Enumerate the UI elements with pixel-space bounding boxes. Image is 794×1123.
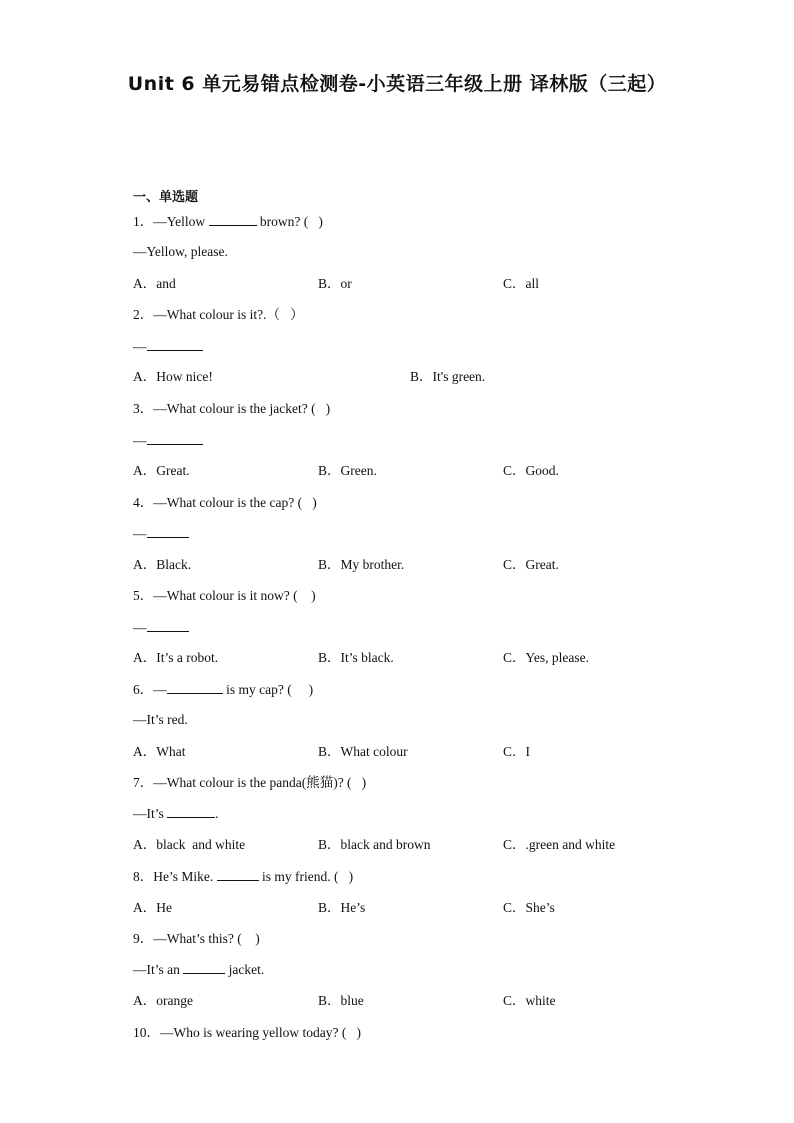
- stem-text: is my friend. ( ): [258, 869, 354, 884]
- option-letter: C．: [503, 463, 526, 478]
- option-c[interactable]: [503, 743, 530, 761]
- answer-blank: [147, 338, 203, 351]
- question-4-stem: [133, 494, 317, 512]
- answer-blank: [183, 961, 225, 974]
- option-letter: A．: [133, 557, 157, 572]
- option-letter: A．: [133, 369, 157, 384]
- option-letter: A．: [133, 837, 157, 852]
- question-1-response: —Yellow, please.: [133, 244, 228, 259]
- stem-text: —What colour is the cap? ( ): [153, 495, 317, 510]
- option-text: Green.: [340, 463, 377, 478]
- option-a[interactable]: [133, 743, 186, 761]
- option-text: It's green.: [432, 369, 486, 384]
- option-b[interactable]: [410, 368, 485, 386]
- answer-blank: [167, 681, 223, 694]
- option-text: Great.: [156, 463, 190, 478]
- stem-text: brown? ( ): [256, 214, 323, 229]
- question-7-response: [133, 805, 219, 823]
- option-text: She’s: [525, 900, 555, 915]
- option-c[interactable]: [503, 275, 539, 293]
- option-letter: C．: [503, 744, 526, 759]
- option-letter: B．: [318, 900, 341, 915]
- question-2-response: [133, 338, 203, 356]
- stem-text: He’s Mike.: [153, 869, 217, 884]
- question-6-stem: [133, 681, 313, 699]
- question-number: 1．: [133, 214, 154, 229]
- stem-text: —: [153, 682, 167, 697]
- option-letter: A．: [133, 993, 157, 1008]
- question-number: 5．: [133, 588, 154, 603]
- question-6-response: —It’s red.: [133, 712, 188, 727]
- option-b[interactable]: [318, 836, 431, 854]
- question-number: 4．: [133, 495, 154, 510]
- option-text: It’s a robot.: [156, 650, 219, 665]
- option-letter: A．: [133, 463, 157, 478]
- question-9-stem: [133, 930, 260, 948]
- response-text: —It’s: [133, 806, 168, 821]
- question-number: 8．: [133, 869, 154, 884]
- answer-blank: [209, 213, 257, 226]
- option-letter: B．: [318, 837, 341, 852]
- option-c[interactable]: [503, 836, 615, 854]
- question-number: 10．: [133, 1025, 160, 1040]
- question-number: 9．: [133, 931, 154, 946]
- response-text: jacket.: [225, 962, 265, 977]
- option-text: white: [525, 993, 556, 1008]
- option-letter: C．: [503, 557, 526, 572]
- response-text: —It’s an: [133, 962, 184, 977]
- option-c[interactable]: [503, 556, 559, 574]
- question-4-response: [133, 525, 189, 543]
- option-b[interactable]: [318, 556, 404, 574]
- stem-text: —What’s this? ( ): [153, 931, 260, 946]
- option-letter: C．: [503, 900, 526, 915]
- answer-blank: [167, 805, 215, 818]
- option-text: and: [156, 276, 176, 291]
- option-letter: B．: [318, 744, 341, 759]
- option-a[interactable]: [133, 462, 190, 480]
- option-letter: A．: [133, 744, 157, 759]
- question-2-stem: [133, 306, 304, 324]
- option-text: Good.: [525, 463, 559, 478]
- option-text: black and brown: [340, 837, 431, 852]
- option-letter: A．: [133, 276, 157, 291]
- dash: —: [133, 339, 147, 354]
- option-text: What colour: [340, 744, 408, 759]
- option-letter: B．: [318, 557, 341, 572]
- page-title: Unit 6 单元易错点检测卷-小英语三年级上册 译林版（三起）: [127, 73, 667, 95]
- option-text: blue: [340, 993, 364, 1008]
- dash: —: [133, 526, 147, 541]
- option-letter: B．: [410, 369, 433, 384]
- option-letter: B．: [318, 993, 341, 1008]
- option-letter: A．: [133, 650, 157, 665]
- question-number: 6．: [133, 682, 154, 697]
- question-10-stem: [133, 1024, 361, 1042]
- option-a[interactable]: [133, 556, 191, 574]
- dash: —: [133, 620, 147, 635]
- option-b[interactable]: [318, 275, 352, 293]
- option-letter: B．: [318, 650, 341, 665]
- option-text: or: [340, 276, 352, 291]
- option-a[interactable]: [133, 992, 193, 1010]
- answer-blank: [147, 525, 189, 538]
- question-number: 3．: [133, 401, 154, 416]
- option-b[interactable]: [318, 992, 364, 1010]
- option-b[interactable]: [318, 743, 408, 761]
- stem-text: —Who is wearing yellow today? ( ): [160, 1025, 361, 1040]
- section-heading: 一、单选题: [133, 190, 199, 205]
- option-a[interactable]: [133, 836, 245, 854]
- option-text: My brother.: [340, 557, 405, 572]
- option-a[interactable]: [133, 649, 218, 667]
- option-a[interactable]: [133, 275, 176, 293]
- option-text: Great.: [525, 557, 559, 572]
- question-3-response: [133, 432, 203, 450]
- stem-text: —What colour is it now? ( ): [153, 588, 316, 603]
- option-letter: C．: [503, 276, 526, 291]
- answer-blank: [147, 619, 189, 632]
- question-number: 7．: [133, 775, 154, 790]
- stem-text: is my cap? ( ): [222, 682, 314, 697]
- option-text: How nice!: [156, 369, 213, 384]
- stem-text: —What colour is the panda(熊猫)? ( ): [153, 775, 367, 790]
- dash: —: [133, 433, 147, 448]
- option-a[interactable]: [133, 899, 172, 917]
- answer-blank: [147, 432, 203, 445]
- stem-text: —What colour is it?.（ ）: [153, 307, 304, 322]
- option-letter: B．: [318, 463, 341, 478]
- response-text: .: [215, 806, 219, 821]
- option-text: He: [156, 900, 172, 915]
- question-8-stem: [133, 868, 353, 886]
- option-c[interactable]: [503, 462, 559, 480]
- question-1-stem: [133, 213, 323, 231]
- option-b[interactable]: [318, 462, 377, 480]
- option-c[interactable]: [503, 649, 589, 667]
- option-c[interactable]: [503, 899, 555, 917]
- question-9-response: [133, 961, 264, 979]
- option-text: It’s black.: [340, 650, 394, 665]
- stem-text: —What colour is the jacket? ( ): [153, 401, 331, 416]
- option-text: What: [156, 744, 186, 759]
- option-letter: C．: [503, 837, 526, 852]
- option-letter: C．: [503, 650, 526, 665]
- option-letter: C．: [503, 993, 526, 1008]
- option-text: Black.: [156, 557, 192, 572]
- option-b[interactable]: [318, 899, 365, 917]
- option-text: .green and white: [525, 837, 616, 852]
- stem-text: —Yellow: [153, 214, 209, 229]
- question-5-response: [133, 619, 189, 637]
- question-7-stem: [133, 774, 366, 792]
- option-b[interactable]: [318, 649, 394, 667]
- option-letter: B．: [318, 276, 341, 291]
- question-number: 2．: [133, 307, 154, 322]
- option-text: orange: [156, 993, 193, 1008]
- option-text: Yes, please.: [525, 650, 590, 665]
- option-text: black and white: [156, 837, 246, 852]
- option-text: I: [525, 744, 531, 759]
- option-text: He’s: [340, 900, 366, 915]
- question-5-stem: [133, 587, 316, 605]
- option-text: all: [525, 276, 540, 291]
- question-3-stem: [133, 400, 330, 418]
- option-c[interactable]: [503, 992, 556, 1010]
- option-a[interactable]: [133, 368, 213, 386]
- answer-blank: [217, 868, 259, 881]
- option-letter: A．: [133, 900, 157, 915]
